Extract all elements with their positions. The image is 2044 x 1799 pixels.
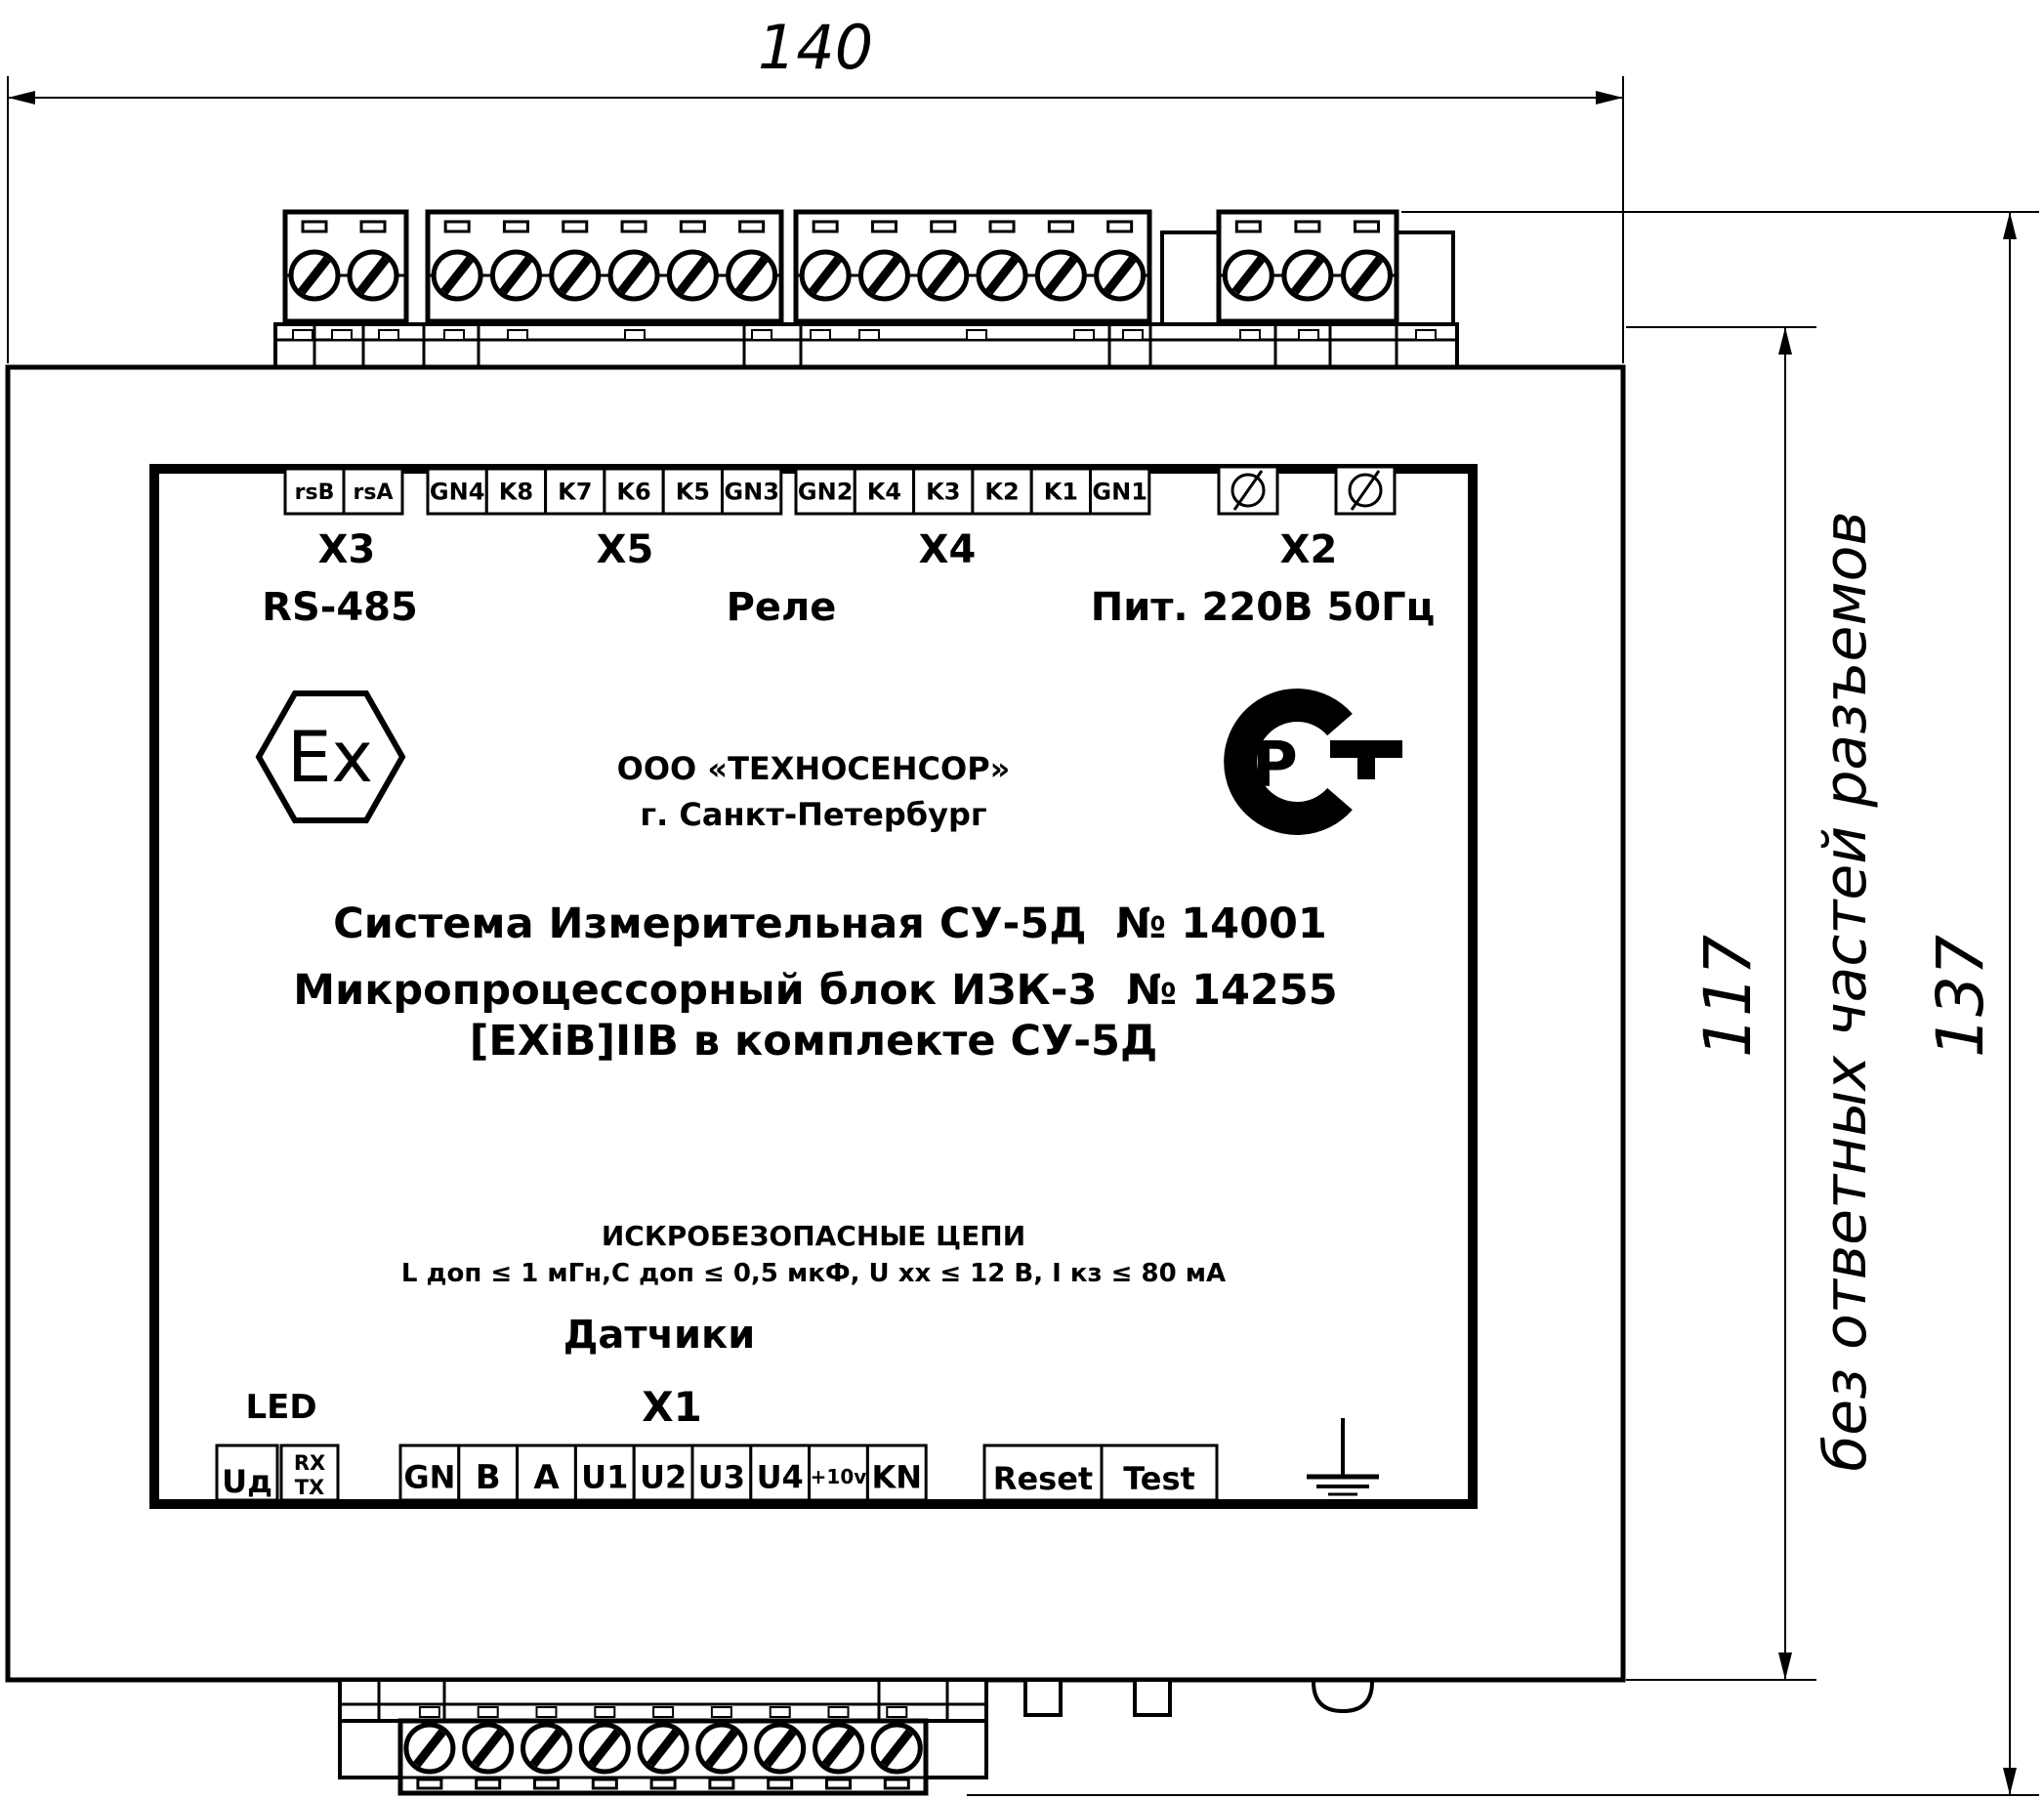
company-name: ООО «ТЕХНОСЕНСОР» xyxy=(616,750,1011,787)
company-city: г. Санкт-Петербург xyxy=(640,796,987,833)
led-pin-labels xyxy=(217,1445,338,1500)
pin-label: B xyxy=(475,1458,501,1498)
safety-title: ИСКРОБЕЗОПАСНЫЕ ЦЕПИ xyxy=(601,1220,1026,1252)
pin-label: K1 xyxy=(1043,478,1078,506)
terminal-tab xyxy=(504,222,527,231)
screw-icon xyxy=(350,252,396,299)
screw-icon xyxy=(1225,252,1272,299)
terminal-tab xyxy=(1236,222,1260,231)
pin-label: K4 xyxy=(866,478,902,506)
terminal-tab xyxy=(769,1779,792,1788)
screw-icon xyxy=(1284,252,1331,299)
pin-label: K6 xyxy=(616,478,651,506)
screw-icon xyxy=(1037,252,1084,299)
pin-labels-x5 xyxy=(428,469,781,514)
pin-label: +10v xyxy=(810,1465,867,1489)
pin-labels-x1 xyxy=(400,1445,926,1500)
safety-params: L доп ≤ 1 мГн,С доп ≤ 0,5 мкФ, U хх ≤ 12 В, I кз ≤ 80 мА xyxy=(400,1259,1227,1288)
screw-icon xyxy=(291,252,338,299)
terminal-tab xyxy=(710,1779,733,1788)
screw-icon xyxy=(523,1725,570,1772)
x1-name: X1 xyxy=(642,1383,702,1431)
screw-icon xyxy=(802,252,849,299)
led-pin-tx: TX xyxy=(294,1476,325,1499)
led-caption: LED xyxy=(245,1388,317,1427)
screw-icon xyxy=(920,252,967,299)
ex-logo-text: Ex xyxy=(286,716,374,798)
terminal-tab xyxy=(563,222,587,231)
terminal-tab xyxy=(1296,222,1319,231)
terminal-tab xyxy=(932,222,955,231)
dimension-width-value: 140 xyxy=(757,12,874,83)
reset-button[interactable] xyxy=(984,1445,1102,1500)
pin-label: K7 xyxy=(558,478,593,506)
screw-icon xyxy=(873,1725,920,1772)
pin-label: GN xyxy=(403,1458,456,1496)
terminal-tab xyxy=(885,1779,908,1788)
terminal-tab xyxy=(418,1779,441,1788)
terminal-tab xyxy=(535,1779,559,1788)
ground-stud-icon xyxy=(1314,1682,1372,1711)
screw-icon xyxy=(552,252,599,299)
terminal-tab xyxy=(1049,222,1072,231)
test-button-label: Test xyxy=(1123,1460,1195,1497)
screw-icon xyxy=(406,1725,453,1772)
terminal-tab xyxy=(1356,222,1379,231)
bottom-screw-terminals xyxy=(406,1725,920,1788)
screw-icon xyxy=(640,1725,687,1772)
pin-label: A xyxy=(533,1458,560,1498)
x1-caption: Датчики xyxy=(563,1313,756,1358)
terminal-tab xyxy=(1108,222,1132,231)
pin-label: U4 xyxy=(756,1458,804,1496)
terminal-tab xyxy=(477,1779,500,1788)
screw-icon xyxy=(492,252,539,299)
test-button[interactable] xyxy=(1102,1445,1217,1500)
pin-label: rsB xyxy=(294,480,335,505)
pin-label: GN4 xyxy=(429,478,485,506)
screw-icon xyxy=(757,1725,804,1772)
dimension-height-total-value: 137 xyxy=(1923,935,1998,1058)
pin-label: U3 xyxy=(697,1458,746,1496)
terminal-tab xyxy=(872,222,896,231)
screw-icon xyxy=(465,1725,512,1772)
svg-text:Р: Р xyxy=(1252,730,1298,802)
terminal-tab xyxy=(361,222,385,231)
terminal-tab xyxy=(990,222,1014,231)
terminal-tab xyxy=(740,222,764,231)
x4-name: X4 xyxy=(918,527,977,572)
screw-icon xyxy=(729,252,775,299)
terminal-tab xyxy=(622,222,646,231)
screw-icon xyxy=(815,1725,862,1772)
pin-label: U1 xyxy=(581,1458,629,1496)
pin-label: GN2 xyxy=(797,478,854,506)
product-line-1: Система Измерительная СУ-5Д № 14001 xyxy=(333,900,1327,948)
led-pin-rx: RX xyxy=(293,1451,326,1475)
terminal-tab xyxy=(827,1779,851,1788)
x3-name: X3 xyxy=(317,527,376,572)
screw-icon xyxy=(698,1725,745,1772)
bottom-connectors xyxy=(340,1680,1372,1793)
screw-icon xyxy=(860,252,907,299)
terminal-tab xyxy=(813,222,837,231)
relay-caption: Реле xyxy=(726,585,837,630)
terminal-tab xyxy=(593,1779,616,1788)
screw-icon xyxy=(669,252,716,299)
top-connectors xyxy=(275,212,1457,368)
terminal-tab xyxy=(445,222,469,231)
screw-icon xyxy=(1344,252,1391,299)
pin-label: K2 xyxy=(984,478,1020,506)
terminal-tab xyxy=(303,222,326,231)
pin-label: GN1 xyxy=(1092,478,1147,506)
led-pin-ud: Uд xyxy=(222,1463,272,1500)
screw-icon xyxy=(979,252,1025,299)
product-line-2: Микропроцессорный блок ИЗК-3 № 14255 xyxy=(293,966,1338,1015)
screw-icon xyxy=(581,1725,628,1772)
dimension-note: без ответных частей разъемов xyxy=(1812,511,1880,1472)
dimension-height-body-value: 117 xyxy=(1690,935,1766,1058)
pin-labels-x3 xyxy=(285,469,402,514)
product-line-3: [EXiB]IIB в комплекте СУ-5Д xyxy=(469,1017,1158,1066)
x2-name: X2 xyxy=(1279,527,1338,572)
pin-label: U2 xyxy=(639,1458,688,1496)
pin-label: K3 xyxy=(926,478,961,506)
screw-icon xyxy=(1097,252,1144,299)
screw-icon xyxy=(434,252,480,299)
pin-labels-x4 xyxy=(796,469,1149,514)
dimension-height-body xyxy=(1626,327,1816,1680)
pin-label: K8 xyxy=(498,478,534,506)
pin-label: K5 xyxy=(675,478,710,506)
pin-label: KN xyxy=(871,1458,923,1496)
pin-label: rsA xyxy=(353,480,394,505)
terminal-tab xyxy=(651,1779,675,1788)
screw-icon xyxy=(610,252,657,299)
x5-name: X5 xyxy=(596,527,654,572)
x2-caption: Пит. 220В 50Гц xyxy=(1090,585,1436,630)
reset-button-label: Reset xyxy=(992,1460,1094,1497)
pin-label: GN3 xyxy=(724,478,779,506)
x3-caption: RS-485 xyxy=(262,585,418,630)
terminal-tab xyxy=(681,222,704,231)
